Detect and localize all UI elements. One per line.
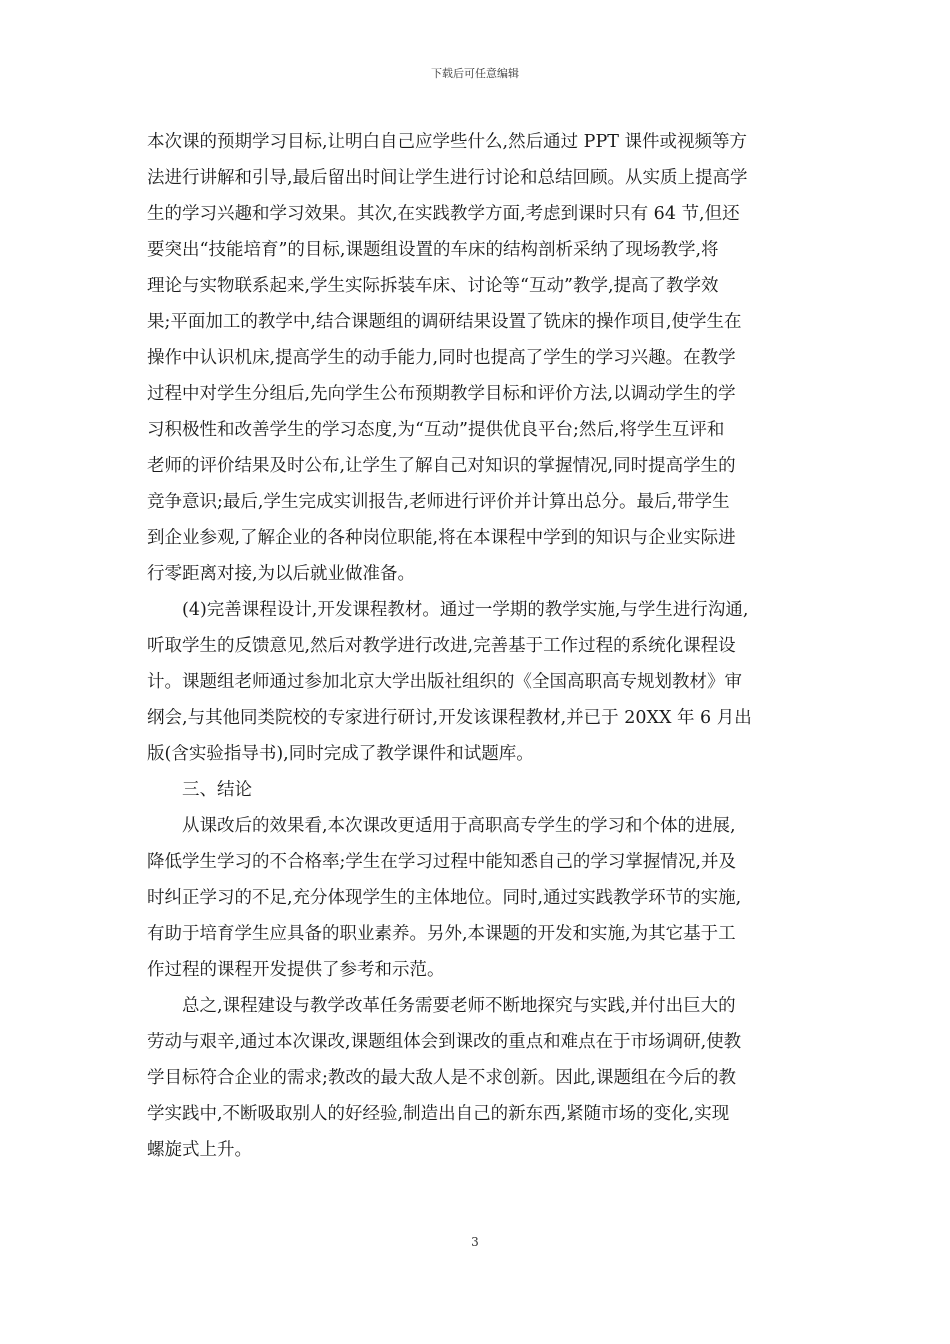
text-line: 本次课的预期学习目标,让明白自己应学些什么,然后通过 PPT 课件或视频等方 [147,132,747,152]
text-line: 操作中认识机床,提高学生的动手能力,同时也提高了学生的学习兴趣。在教学 [147,348,736,368]
paragraph-conclusion-effects [147,808,807,988]
paragraph-teaching-practice [147,124,807,592]
text-line: 降低学生学习的不合格率;学生在学习过程中能知悉自己的学习掌握情况,并及 [147,852,736,872]
text-line: 过程中对学生分组后,先向学生公布预期教学目标和评价方法,以调动学生的学 [147,384,736,404]
text-line: 计。课题组老师通过参加北京大学出版社组织的《全国高职高专规划教材》审 [147,672,742,692]
text-line: 从课改后的效果看,本次课改更适用于高职高专学生的学习和个体的进展, [182,816,736,836]
text-line: 理论与实物联系起来,学生实际拆装车床、讨论等“互动”教学,提高了教学效 [147,276,719,296]
text-line: 法进行讲解和引导,最后留出时间让学生进行讨论和总结回顾。从实质上提高学 [147,168,748,188]
text-line: 行零距离对接,为以后就业做准备。 [147,564,416,584]
text-line: 老师的评价结果及时公布,让学生了解自己对知识的掌握情况,同时提高学生的 [147,456,736,476]
text-line: 学目标符合企业的需求;教改的最大敌人是不求创新。因此,课题组在今后的教 [147,1068,736,1088]
paragraph-summary [147,988,807,1168]
text-line: (4)完善课程设计,开发课程教材。通过一学期的教学实施,与学生进行沟通, [182,600,749,620]
text-line: 要突出“技能培育”的目标,课题组设置的车床的结构剖析采纳了现场教学,将 [147,240,719,260]
section-heading-conclusion [147,772,807,808]
heading-text: 三、结论 [182,780,252,800]
text-line: 作过程的课程开发提供了参考和示范。 [147,960,445,980]
text-line: 有助于培育学生应具备的职业素养。另外,本课题的开发和实施,为其它基于工 [147,924,736,944]
text-line: 习积极性和改善学生的学习态度,为“互动”提供优良平台;然后,将学生互评和 [147,420,725,440]
text-line: 听取学生的反馈意见,然后对教学进行改进,完善基于工作过程的系统化课程设 [147,636,736,656]
page-number: 3 [471,1235,479,1249]
text-line: 版(含实验指导书),同时完成了教学课件和试题库。 [147,744,534,764]
text-line: 生的学习兴趣和学习效果。其次,在实践教学方面,考虑到课时只有 64 节,但还 [147,204,740,224]
text-line: 螺旋式上升。 [147,1140,252,1160]
paragraph-course-design [147,592,807,772]
text-line: 总之,课程建设与教学改革任务需要老师不断地探究与实践,并付出巨大的 [182,996,736,1016]
text-line: 竞争意识;最后,学生完成实训报告,老师进行评价并计算出总分。最后,带学生 [147,492,730,512]
text-line: 时纠正学习的不足,充分体现学生的主体地位。同时,通过实践教学环节的实施, [147,888,742,908]
document-body [147,124,807,1168]
text-line: 学实践中,不断吸取别人的好经验,制造出自己的新东西,紧随市场的变化,实现 [147,1104,730,1124]
page-header: 下载后可任意编辑 [431,67,519,80]
text-line: 到企业参观,了解企业的各种岗位职能,将在本课程中学到的知识与企业实际进 [147,528,736,548]
text-line: 果;平面加工的教学中,结合课题组的调研结果设置了铣床的操作项目,使学生在 [147,312,742,332]
text-line: 纲会,与其他同类院校的专家进行研讨,开发该课程教材,并已于 20XX 年 6 月出 [147,708,752,728]
text-line: 劳动与艰辛,通过本次课改,课题组体会到课改的重点和难点在于市场调研,使教 [147,1032,742,1052]
